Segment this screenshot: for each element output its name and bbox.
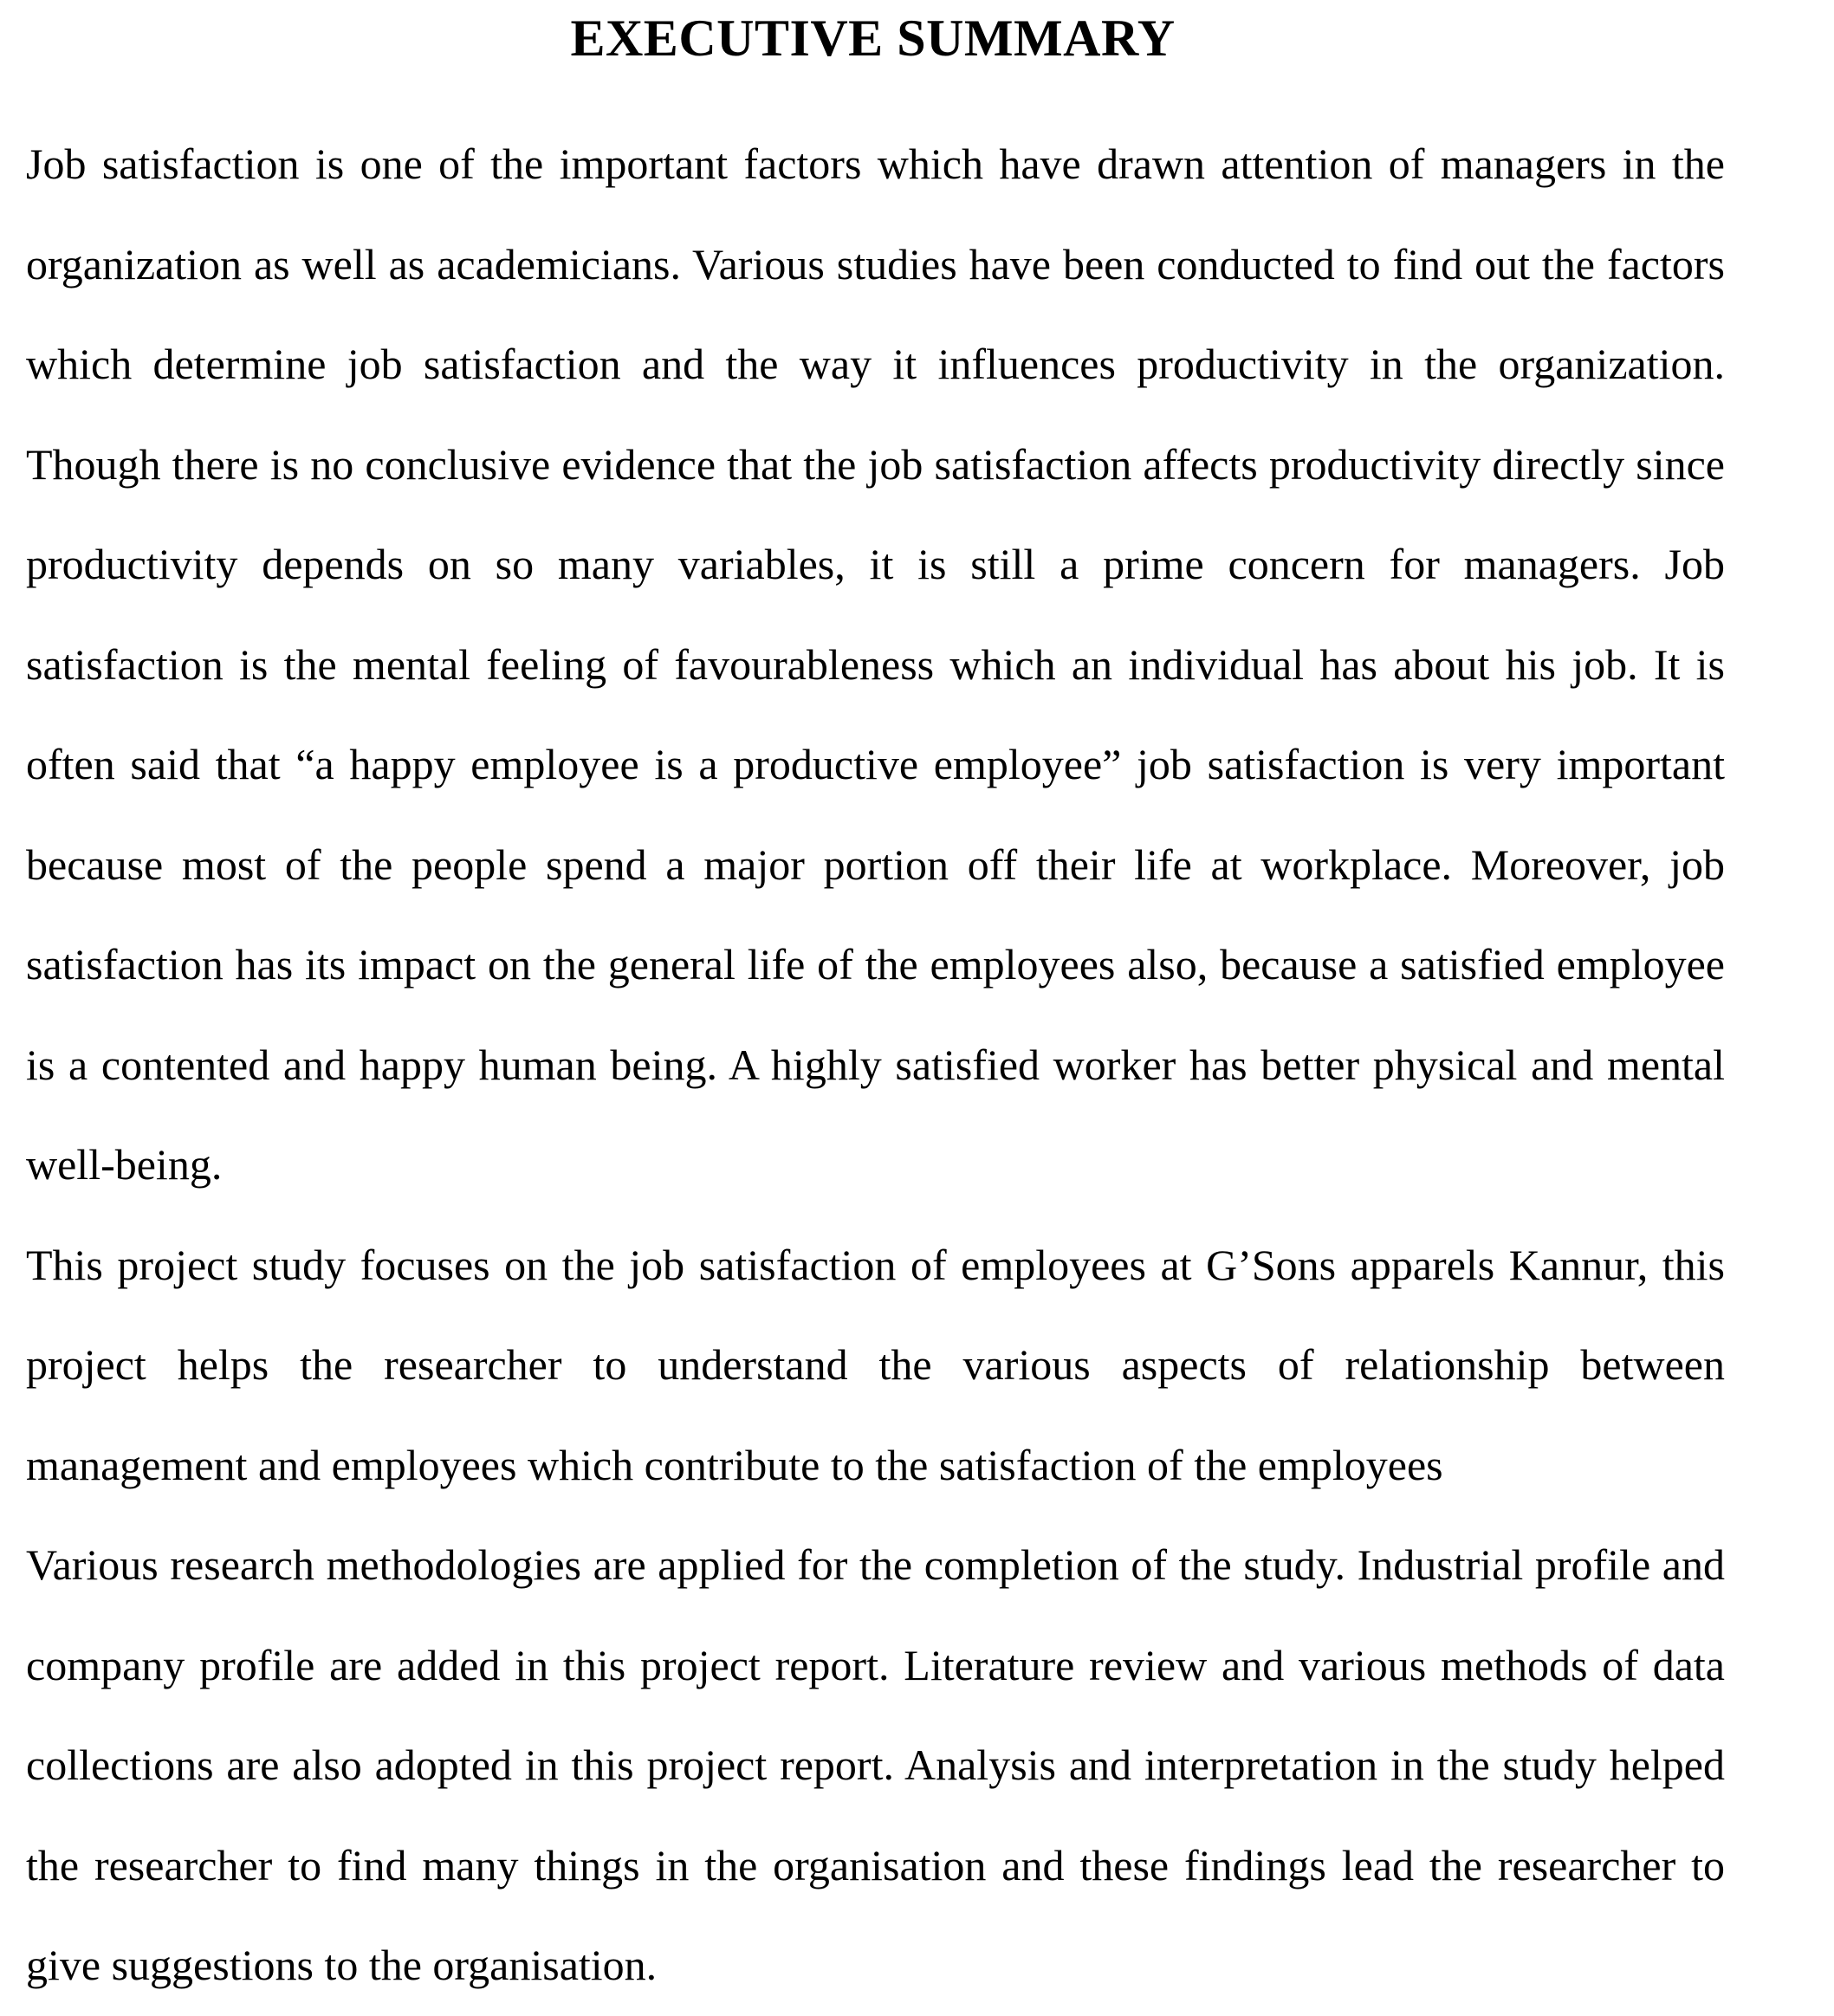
paragraph-methodology: Various research methodologies are applied for the completion of the study. Industrial profile and company profile are added in this project report. Literature review and various methods of data collections are also adopted in this project report. Analysis and interpretation in the study helped the researcher to find many things in the organisation and these findings lead the researcher to give suggestions to the organisation. — [26, 1540, 1725, 1989]
document-title: EXECUTIVE SUMMARY — [570, 10, 1176, 67]
paragraph-intro: Job satisfaction is one of the important factors which have drawn attention of managers in the organization as well as academicians. Various studies have been conducted to find out the factors which determine job satisfaction and the way it influences productivity in the organization. Though there is no conclusive evidence that the job satisfaction affects productivity directly since productivity depends on so many variables, it is still a prime concern for managers. Job satisfaction is the mental feeling of favourableness which an individual has about his job. It is often said that “a happy employee is a productive employee” job satisfaction is very important because most of the people spend a major portion off their life at workplace. Moreover, job satisfaction has its impact on the general life of the employees also, because a satisfied employee is a contented and happy human being. A highly satisfied worker has better physical and mental well-being. — [26, 139, 1725, 1189]
document-body — [26, 114, 1725, 2016]
paragraph-project-focus: This project study focuses on the job satisfaction of employees at G’Sons apparels Kannur, this project helps the researcher to understand the various aspects of relationship between management and employees which contribute to the satisfaction of the employees — [26, 1240, 1725, 1489]
